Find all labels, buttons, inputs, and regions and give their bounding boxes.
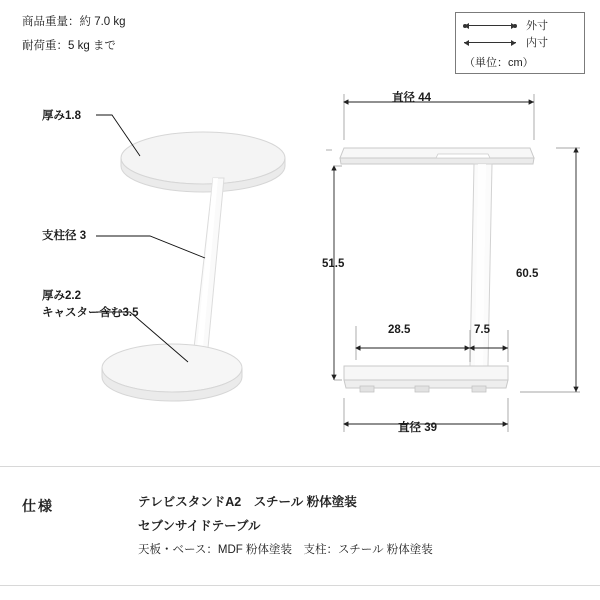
legend-box [455, 12, 585, 74]
spec-table-body [138, 490, 433, 562]
spec-line-product: テレビスタンドA2 スチール 粉体塗装 [138, 495, 357, 509]
dimension-base-depth: 28.5 [388, 324, 411, 336]
spec-line-series: セブンサイドテーブル [138, 519, 261, 533]
outer-dot-left-icon [463, 24, 467, 28]
dimension-outer-height: 60.5 [516, 268, 539, 280]
callout-base-with-caster: キャスター含む3.5 [42, 307, 139, 319]
dimension-inner-height: 51.5 [322, 258, 345, 270]
product-weight-label: 商品重量：約 7.0 kg [22, 16, 126, 28]
outer-dimension-arrow-icon [464, 25, 516, 26]
callout-top-thickness: 厚み1.8 [42, 110, 81, 122]
legend-outer-label: 外寸 [526, 20, 548, 32]
load-capacity-label: 耐荷重：5 kg まで [22, 40, 116, 52]
spec-table-title: 仕様 [22, 498, 54, 514]
dimension-base-diameter: 直径 39 [398, 422, 437, 434]
legend-inner-label: 内寸 [526, 37, 548, 49]
spec-line-materials: 天板・ベース：MDF 粉体塗装 支柱：スチール 粉体塗装 [138, 544, 433, 556]
outer-dot-right-icon [513, 24, 517, 28]
inner-dimension-arrow-icon [464, 42, 516, 43]
callout-post-diameter: 支柱径 3 [42, 230, 87, 242]
spec-divider-bottom [0, 585, 600, 586]
spec-divider-top [0, 466, 600, 467]
dimension-overhang: 7.5 [474, 324, 490, 336]
callout-base-thickness: 厚み2.2 [42, 290, 81, 302]
dimension-top-diameter: 直径 44 [392, 92, 431, 104]
legend-unit-label: （単位：cm） [464, 57, 534, 69]
technical-drawing [320, 80, 600, 450]
